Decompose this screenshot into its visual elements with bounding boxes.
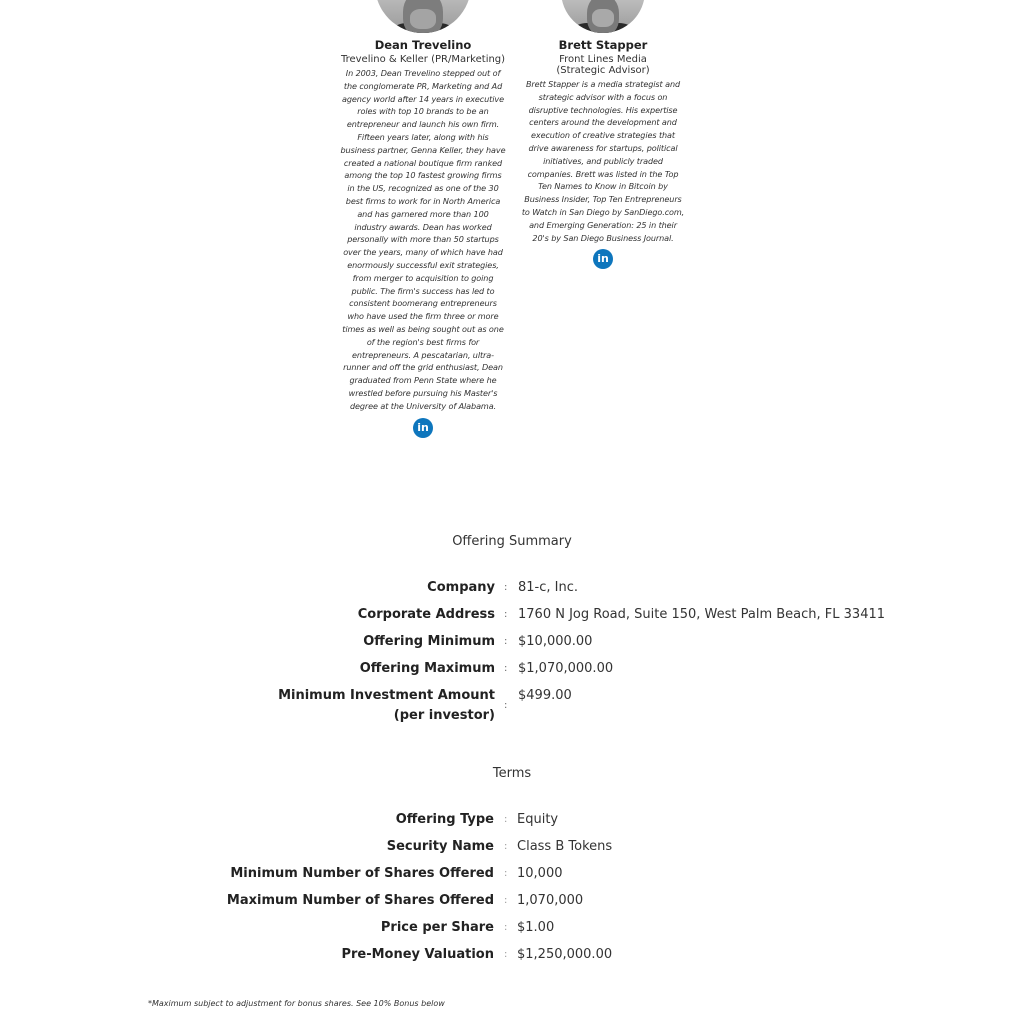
terms-row-max-shares [0,891,1024,911]
row-separator: : [504,868,508,879]
row-value: $1.00 [517,920,555,935]
row-value: Equity [517,812,559,827]
member-role: Front Lines Media (Strategic Advisor) [556,54,650,76]
row-separator: : [504,700,508,711]
avatar [561,0,645,33]
row-separator: : [504,609,508,620]
row-label: Offering Minimum [363,634,495,649]
row-separator: : [504,841,508,852]
terms-row-pre-money-valuation [0,945,1024,965]
linkedin-icon[interactable]: in [413,418,433,438]
offering-summary-title: Offering Summary [452,534,572,549]
row-value: $1,070,000.00 [518,661,614,676]
row-label: Offering Maximum [359,661,495,676]
row-separator: : [504,949,508,960]
row-value: 1760 N Jog Road, Suite 150, West Palm Beach, FL 33411 [518,607,886,622]
summary-row-offering-minimum [0,632,1024,652]
member-name: Dean Trevelino [374,38,472,52]
row-label: Price per Share [380,920,494,935]
row-label: Minimum Investment Amount [278,688,495,703]
row-label: Maximum Number of Shares Offered [226,893,494,908]
footnote: *Maximum subject to adjustment for bonus shares. See 10% Bonus below [148,999,445,1008]
summary-row-address [0,605,1024,625]
row-label-line2: (per investor) [393,708,495,723]
row-value: $1,250,000.00 [517,947,613,962]
member-bio: In 2003, Dean Trevelino stepped out of the conglomerate PR, Marketing and Ad agency world after 14 years in executive roles with top 10 brands to be an entrepreneur and launch his own firm. Fifteen years later, along with his business partner, Genna Keller, they have created a national boutique firm ranked among the top 10 fastest growing firms in the US, recognized as one of the 30 best firms to work for in North America and has garnered more than 100 industry awards. Dean has worked personally with more than 50 startups over the years, many of which have had enormously successful exit strategies, from merger to acquisition to going public. The firm's success has led to consistent boomerang entrepreneurs who have used the firm three or more times as well as being sought out as one of the region's best firms for entrepreneurs. A pescatarian, ultra-runner and off the grid enthusiast, Dean graduated from Penn State where he wrestled before pursuing his Master's degree at the University of Alabama. [340,68,506,411]
member-bio: Brett Stapper is a media strategist and strategic advisor with a focus on disruptive technologies. His expertise centers around the development and execution of creative strategies that drive awareness for startups, political initiatives, and publicly traded companies. Brett was listed in the Top Ten Names to Know in Bitcoin by Business Insider, Top Ten Entrepreneurs to Watch in San Diego by SanDiego.com, and Emerging Generation: 25 in their 20's by San Diego Business Journal. [521,79,685,243]
row-label: Corporate Address [357,607,495,622]
summary-row-company [0,578,1024,598]
team-member-dean-trevelino [340,0,506,438]
team-member-brett-stapper [520,0,686,269]
linkedin-icon[interactable]: in [593,249,613,269]
row-separator: : [504,582,508,593]
row-value: $499.00 [518,688,572,703]
terms-row-offering-type [0,810,1024,830]
terms-row-security-name [0,837,1024,857]
avatar-wrap [520,0,686,34]
row-separator: : [504,636,508,647]
row-separator: : [504,814,508,825]
row-value: $10,000.00 [518,634,593,649]
avatar [375,0,471,33]
avatar-wrap [340,0,506,34]
row-label: Pre-Money Valuation [341,947,494,962]
summary-row-min-investment [0,686,1024,728]
row-value: 81-c, Inc. [518,580,578,595]
summary-row-offering-maximum [0,659,1024,679]
row-value: 10,000 [517,866,563,881]
terms-row-price-per-share [0,918,1024,938]
row-label: Minimum Number of Shares Offered [230,866,494,881]
member-name: Brett Stapper [558,38,648,52]
row-separator: : [504,922,508,933]
row-value: Class B Tokens [517,839,613,854]
row-label: Offering Type [395,812,494,827]
row-label: Security Name [386,839,494,854]
terms-row-min-shares [0,864,1024,884]
row-label: Company [427,580,495,595]
row-separator: : [504,663,508,674]
row-value: 1,070,000 [517,893,584,908]
row-separator: : [504,895,508,906]
terms-title: Terms [492,766,532,781]
member-role: Trevelino & Keller (PR/Marketing) [340,54,506,65]
